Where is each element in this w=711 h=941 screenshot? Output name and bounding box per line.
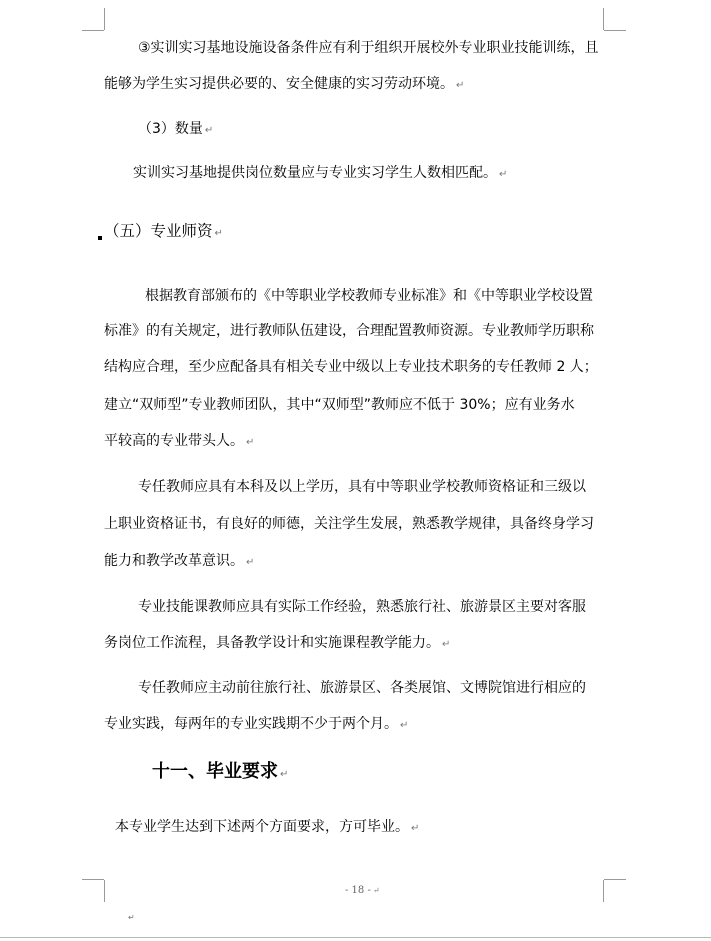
page-bottom-edge xyxy=(0,937,711,938)
body-text-line: ③实训实习基地设施设备条件应有利于组织开展校外专业职业技能训练，且 xyxy=(138,40,599,56)
body-text-line: 能够为学生实习提供必要的、安全健康的实习劳动环境。 ↵ xyxy=(104,76,465,92)
paragraph-mark-icon: ↵ xyxy=(499,169,508,180)
body-text-line: 平较高的专业带头人。 ↵ xyxy=(104,433,255,449)
body-text-line: 上职业资格证书，有良好的师德，关注学生发展，熟悉教学规律，具备终身学习 xyxy=(104,516,594,532)
crop-mark xyxy=(104,8,105,30)
crop-mark xyxy=(604,879,626,880)
body-text-line: 根据教育部颁布的《中等职业学校教师专业标准》和《中等职业学校设置 xyxy=(145,288,593,304)
subheading-text: （3）数量 ↵ xyxy=(138,121,214,137)
paragraph-mark-icon: ↵ xyxy=(204,125,214,136)
page-number: - 18 - ↵ xyxy=(345,885,380,896)
paragraph-mark-icon: ↵ xyxy=(400,720,409,731)
body-text-line: 能力和教学改革意识。 ↵ xyxy=(104,553,255,569)
paragraph-mark-icon: ↵ xyxy=(456,80,465,91)
section-heading: （五）专业师资 ↵ xyxy=(104,222,223,240)
body-text-line: 实训实习基地提供岗位数量应与专业实习学生人数相匹配。 ↵ xyxy=(133,165,508,181)
paragraph-mark-icon: ↵ xyxy=(214,228,223,239)
crop-mark xyxy=(82,879,104,880)
empty-paragraph-mark-icon: ↵ xyxy=(128,913,135,922)
crop-mark xyxy=(82,30,104,31)
body-text-line: 专业技能课教师应具有实际工作经验，熟悉旅行社、旅游景区主要对客服 xyxy=(138,599,586,615)
crop-mark xyxy=(104,880,105,902)
paragraph-anchor-mark xyxy=(98,236,102,240)
crop-mark xyxy=(604,30,626,31)
body-text-line: 建立“双师型”专业教师团队，其中“双师型”教师应不低于 30%；应有业务水 xyxy=(104,397,575,413)
body-text-line: 务岗位工作流程，具备教学设计和实施课程教学能力。 ↵ xyxy=(104,635,451,651)
paragraph-mark-icon: ↵ xyxy=(280,769,289,780)
body-text-line: 本专业学生达到下述两个方面要求，方可毕业。 ↵ xyxy=(115,819,420,835)
body-text-line: 专任教师应主动前往旅行社、旅游景区、各类展馆、文博院馆进行相应的 xyxy=(138,680,586,696)
paragraph-mark-icon: ↵ xyxy=(246,557,255,568)
body-text-line: 标准》的有关规定，进行教师队伍建设，合理配置教师资源。专业教师学历职称 xyxy=(104,323,594,339)
paragraph-mark-icon: ↵ xyxy=(411,823,420,834)
paragraph-mark-icon: ↵ xyxy=(442,639,451,650)
crop-mark xyxy=(603,8,604,30)
paragraph-mark-icon: ↵ xyxy=(246,437,255,448)
body-text-line: 结构应合理，至少应配备具有相关专业中级以上专业技术职务的专任教师 2 人； xyxy=(104,359,598,375)
paragraph-mark-icon: ↵ xyxy=(372,886,380,895)
body-text-line: 专任教师应具有本科及以上学历，具有中等职业学校教师资格证和三级以 xyxy=(138,479,586,495)
crop-mark xyxy=(603,880,604,902)
chapter-heading: 十一、毕业要求 ↵ xyxy=(152,761,289,782)
body-text-line: 专业实践，每两年的专业实践期不少于两个月。 ↵ xyxy=(104,716,409,732)
